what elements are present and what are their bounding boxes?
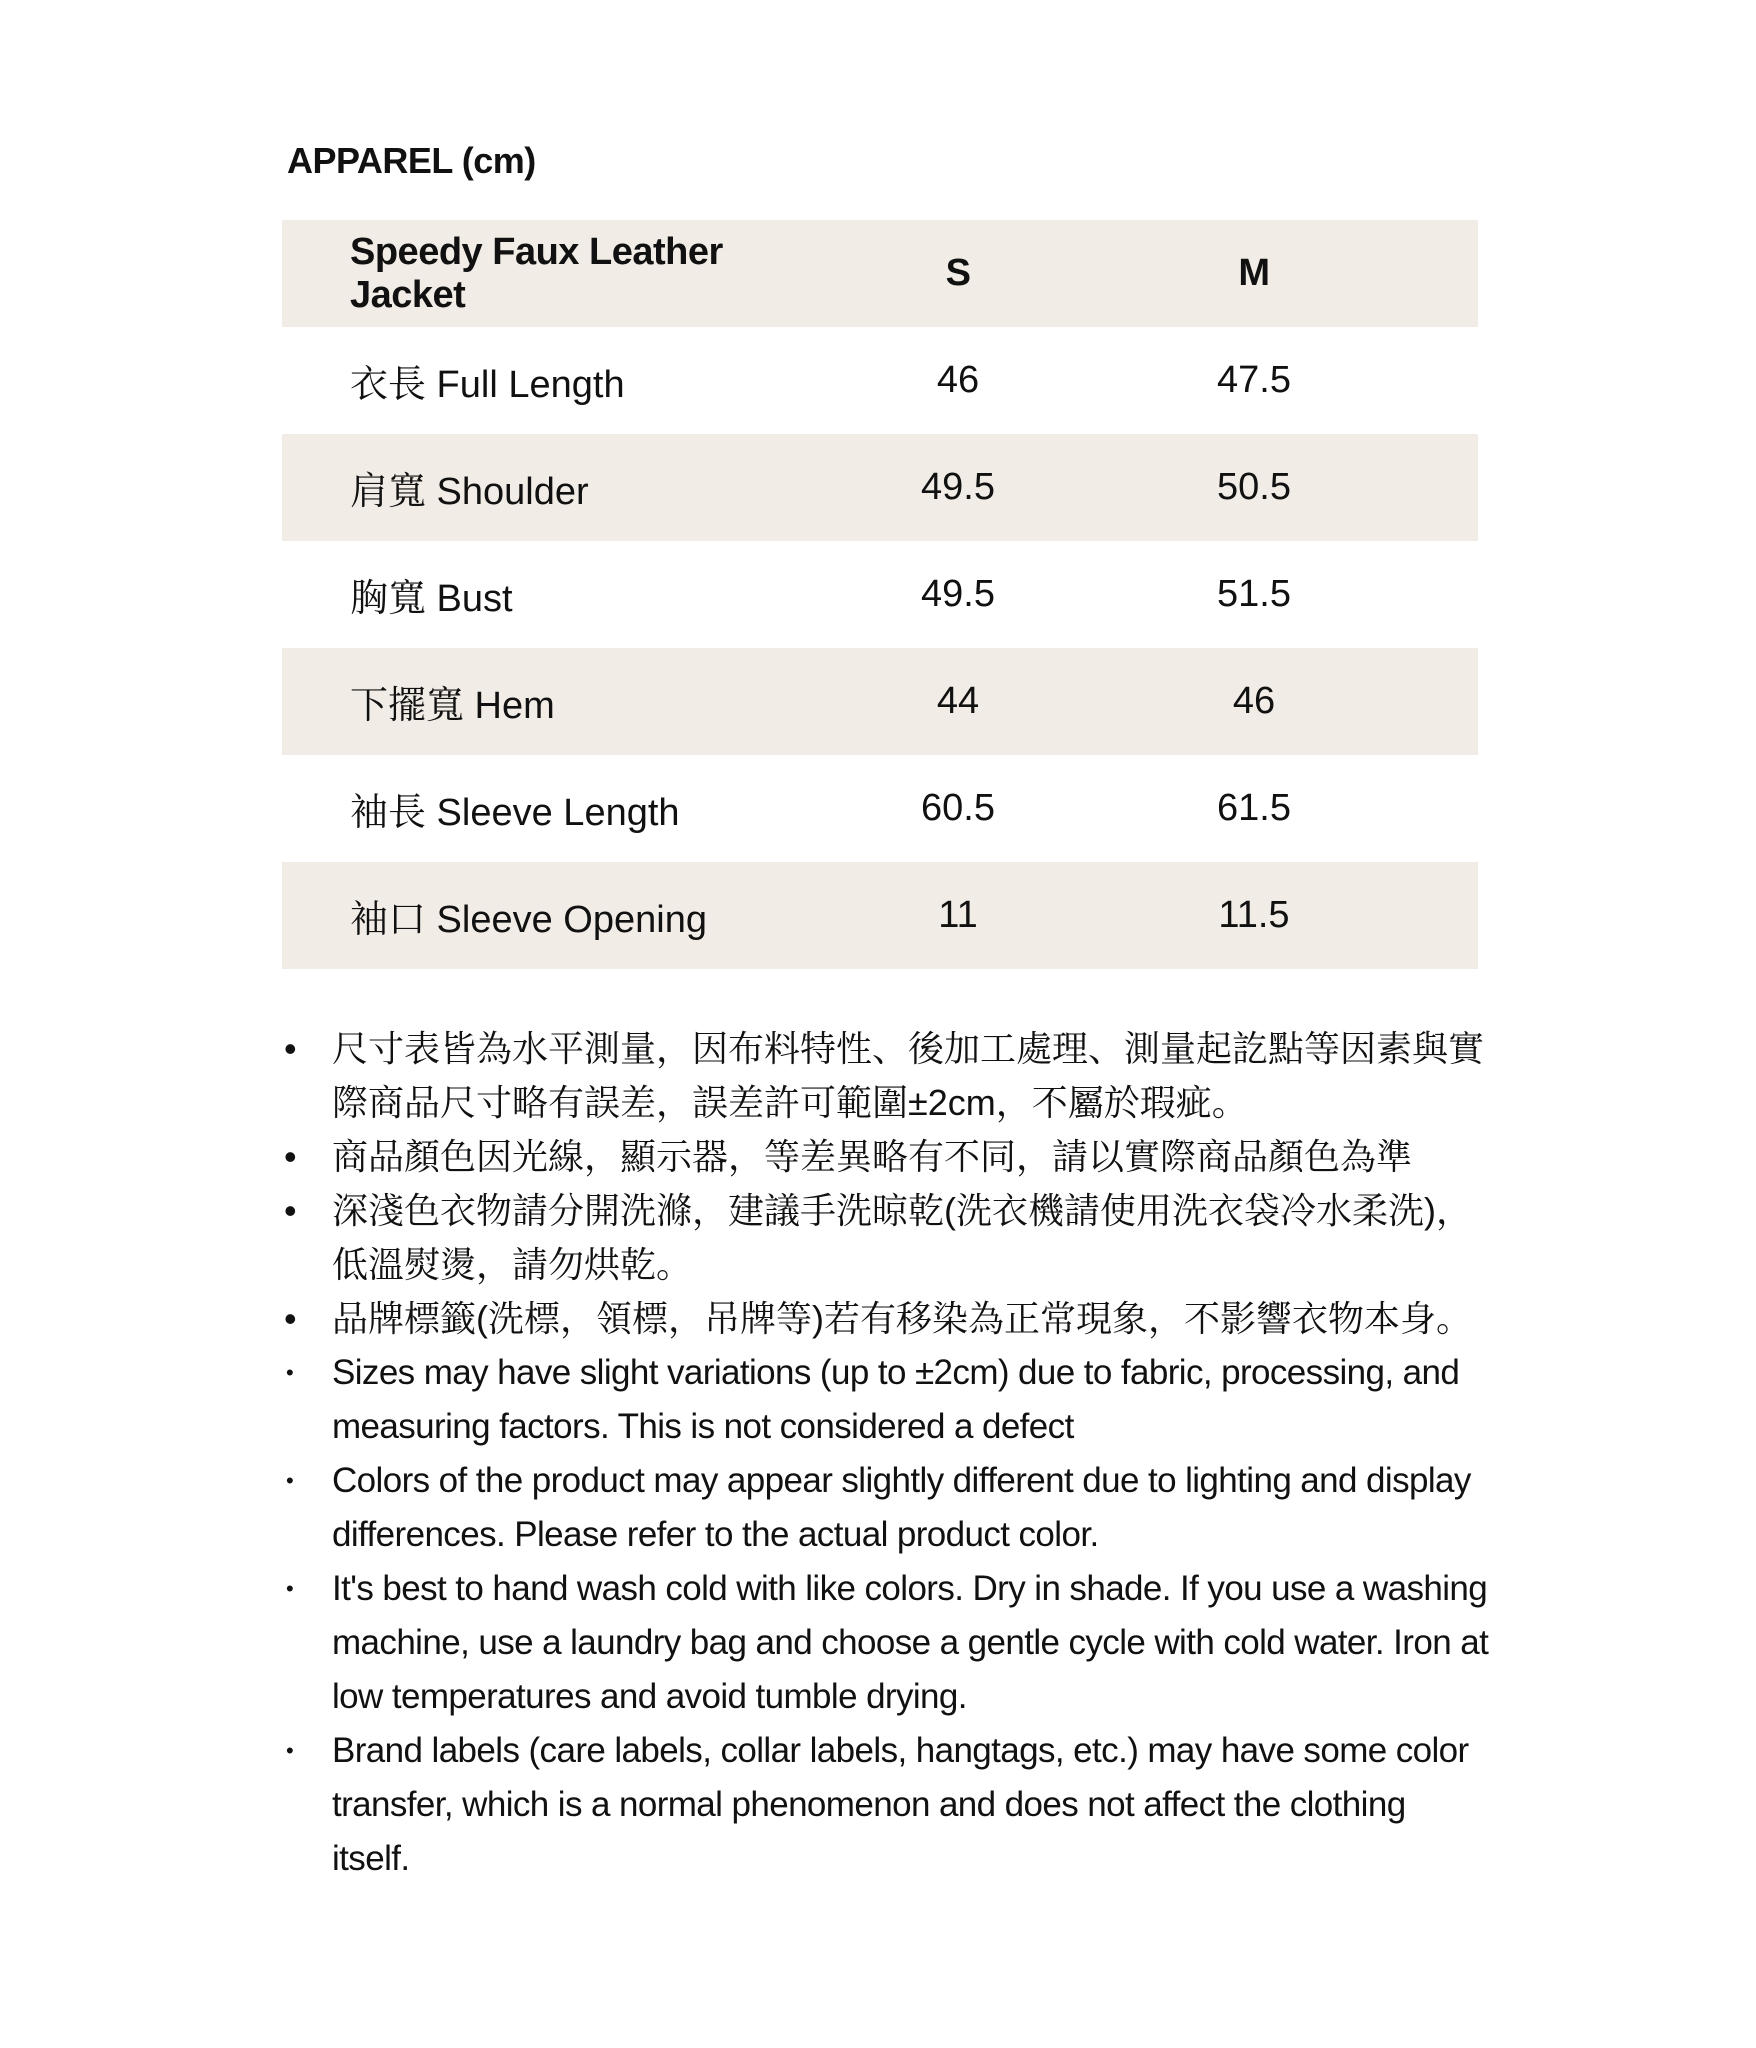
table-row: [282, 327, 1478, 434]
table-row: [282, 755, 1478, 862]
list-item: [282, 1292, 1492, 1346]
row-label: 衣長 Full Length: [350, 364, 625, 406]
note-text: Brand labels (care labels, collar labels, hangtags, etc.) may have some color transfer, which is a normal phenomenon and does not affect the clothing itself.: [332, 1731, 1469, 1878]
list-item: [282, 1022, 1492, 1130]
row-label: 胸寬 Bust: [350, 578, 513, 620]
table-header-row: [282, 220, 1478, 327]
value-m: 61.5: [1217, 787, 1291, 829]
list-item: [282, 1724, 1492, 1886]
bullet-icon: •: [286, 1468, 294, 1493]
bullet-icon: •: [284, 1190, 297, 1231]
value-s: 44: [936, 680, 980, 722]
bullet-icon: •: [286, 1738, 294, 1763]
bullet-icon: •: [286, 1360, 294, 1385]
note-text: Sizes may have slight variations (up to ±2cm) due to fabric, processing, and measuring factors. This is not considered a defect: [332, 1353, 1460, 1446]
note-text: 品牌標籤(洗標，領標，吊牌等)若有移染為正常現象，不影響衣物本身。: [332, 1298, 1472, 1339]
bullet-icon: •: [284, 1028, 297, 1069]
value-s: 11: [938, 894, 978, 936]
row-label: 肩寬 Shoulder: [350, 471, 589, 513]
list-item: [282, 1562, 1492, 1724]
page-title: APPAREL (cm): [287, 140, 536, 181]
bullet-icon: •: [284, 1136, 297, 1177]
note-text: 尺寸表皆為水平測量，因布料特性、後加工處理、測量起訖點等因素與實際商品尺寸略有誤差，誤差許可範圍±2cm，不屬於瑕疵。: [332, 1028, 1485, 1123]
note-text: 深淺色衣物請分開洗滌，建議手洗晾乾(洗衣機請使用洗衣袋冷水柔洗)，低溫熨燙，請勿烘乾。: [332, 1190, 1472, 1285]
value-m: 46: [1232, 680, 1276, 722]
header-size-s: S: [945, 252, 971, 294]
row-label: 下擺寬 Hem: [350, 685, 555, 727]
bullet-icon: •: [286, 1576, 294, 1601]
value-m: 47.5: [1217, 359, 1291, 401]
list-item: [282, 1184, 1492, 1292]
note-text: 商品顏色因光線，顯示器，等差異略有不同，請以實際商品顏色為準: [332, 1136, 1413, 1177]
table-row: [282, 648, 1478, 755]
note-text: It's best to hand wash cold with like colors. Dry in shade. If you use a washing machine, use a laundry bag and choose a gentle cycle with cold water. Iron at low temperatures and avoid tumble drying.: [332, 1569, 1489, 1716]
bullet-icon: •: [284, 1298, 297, 1339]
list-item: [282, 1454, 1492, 1562]
value-s: 49.5: [921, 573, 995, 615]
row-label: 袖口 Sleeve Opening: [350, 899, 707, 941]
table-row: [282, 862, 1478, 969]
value-s: 60.5: [921, 787, 995, 829]
list-item: [282, 1130, 1492, 1184]
value-m: 51.5: [1217, 573, 1291, 615]
care-notes-list: [282, 1022, 1492, 1886]
table-row: [282, 434, 1478, 541]
header-size-m: M: [1238, 252, 1270, 294]
value-m: 50.5: [1217, 466, 1291, 508]
row-label: 袖長 Sleeve Length: [350, 792, 680, 834]
value-m: 11.5: [1218, 894, 1290, 936]
size-table: [282, 220, 1478, 969]
header-product-name: Speedy Faux Leather Jacket: [350, 230, 723, 316]
value-s: 49.5: [921, 466, 995, 508]
value-s: 46: [936, 359, 980, 401]
list-item: [282, 1346, 1492, 1454]
note-text: Colors of the product may appear slightly different due to lighting and display differences. Please refer to the actual product color.: [332, 1461, 1471, 1554]
table-row: [282, 541, 1478, 648]
